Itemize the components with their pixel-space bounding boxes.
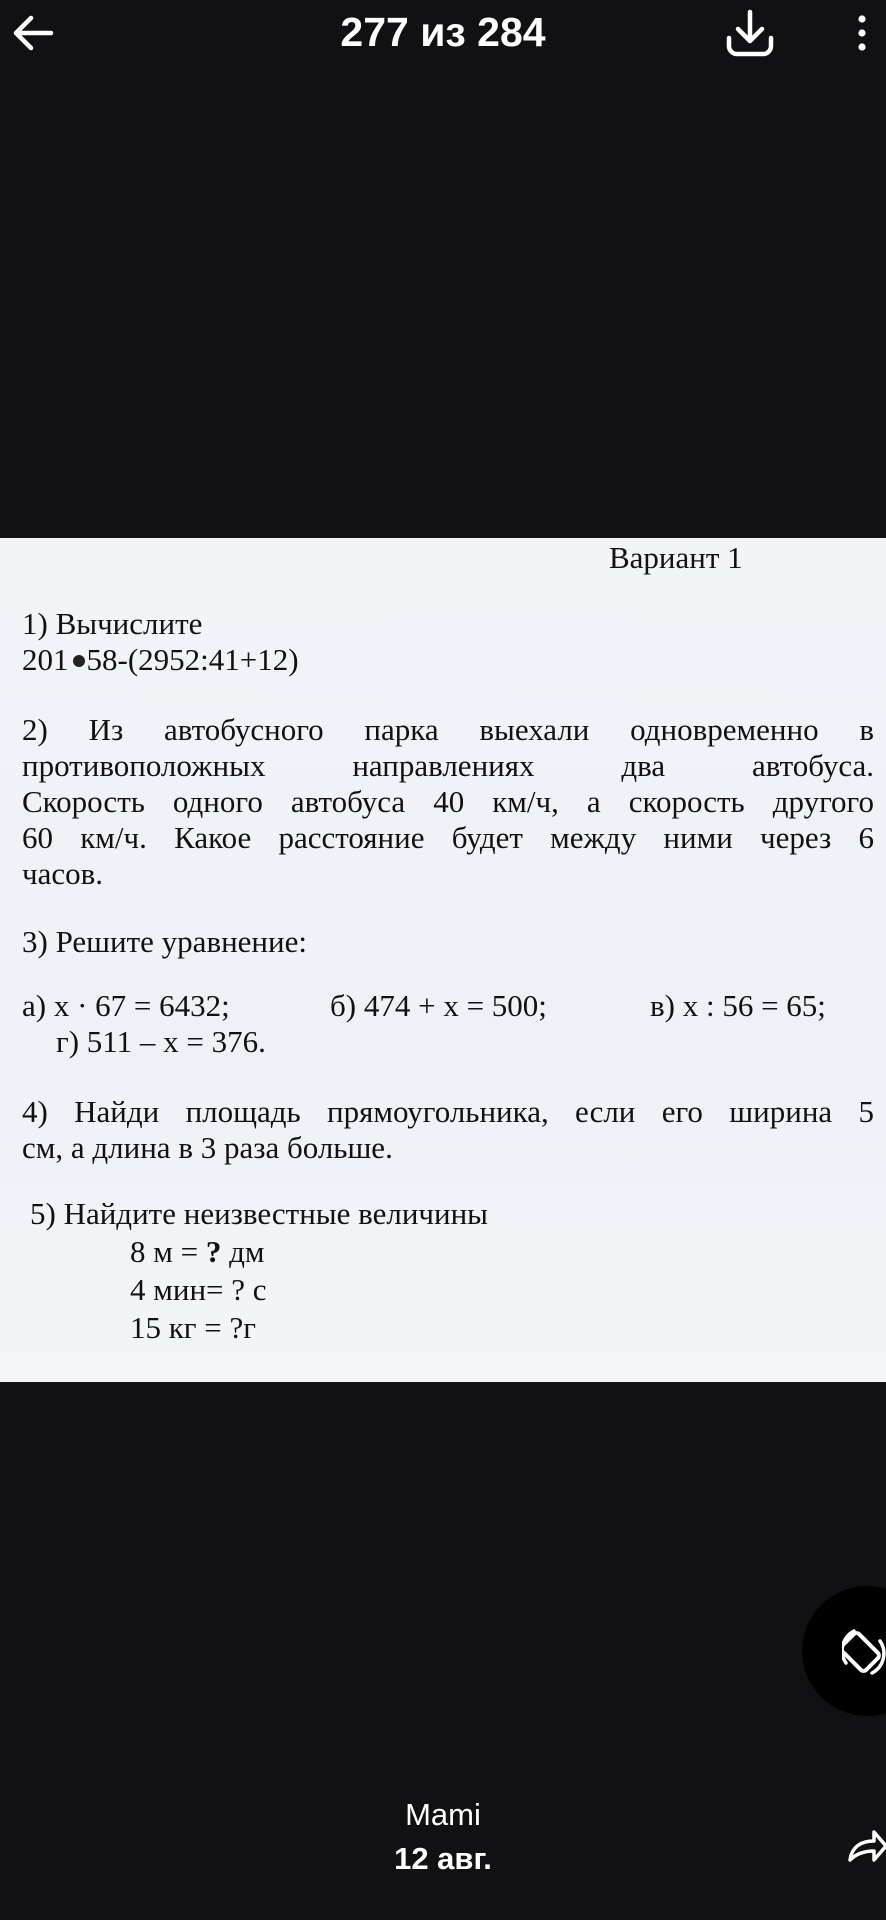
sender-name: Mami xyxy=(405,1797,481,1832)
task5-item: 15 кг = ?г xyxy=(130,1310,256,1345)
more-options-button[interactable] xyxy=(842,6,882,62)
task5-title: 5) Найдите неизвестные величины xyxy=(30,1196,489,1231)
more-vertical-icon xyxy=(857,14,867,54)
screen-rotate-icon xyxy=(842,1623,886,1679)
task1-title: 1) Вычислите xyxy=(22,606,203,641)
task5-item1-value: 8 м = xyxy=(130,1234,206,1269)
task5-item xyxy=(130,1234,265,1270)
image-counter: 277 из 284 xyxy=(340,9,546,55)
task5-item: 4 мин= ? с xyxy=(130,1272,267,1307)
task2-line: Скорость одного автобуса 40 км/ч, а скорость другого xyxy=(22,784,874,819)
task1-expression xyxy=(22,642,299,678)
message-date: 12 авг. xyxy=(394,1841,492,1876)
task4-line: 4) Найди площадь прямоугольника, если его ширина 5 xyxy=(22,1094,874,1129)
task1-expr-end: 58-(2952:41+12) xyxy=(86,642,299,677)
task1-expr-start: 201 xyxy=(22,642,69,677)
variant-label: Вариант 1 xyxy=(609,540,743,575)
task4-line: см, а длина в 3 раза больше. xyxy=(22,1130,393,1165)
viewer-toolbar xyxy=(0,0,886,70)
task2-line: 2) Из автобусного парка выехали одновременно в xyxy=(22,712,874,747)
task2-line: 60 км/ч. Какое расстояние будет между ними через 6 xyxy=(22,820,874,855)
task2-line: противоположных направлениях два автобуса. xyxy=(22,748,874,783)
download-button[interactable] xyxy=(720,6,780,62)
task2-line: часов. xyxy=(22,856,103,891)
equation-b: б) 474 + x = 500; xyxy=(330,988,547,1023)
download-icon xyxy=(723,8,777,60)
task5-item1-unit: дм xyxy=(221,1234,265,1269)
equation-a: а) x · 67 = 6432; xyxy=(22,988,230,1023)
task3-title: 3) Решите уравнение: xyxy=(22,924,307,959)
worksheet-photo[interactable] xyxy=(0,538,886,1382)
multiply-dot xyxy=(73,655,85,667)
equation-c: в) x : 56 = 65; xyxy=(650,988,826,1023)
equation-d: г) 511 – x = 376. xyxy=(56,1024,266,1059)
task5-item1-question: ? xyxy=(205,1234,222,1269)
share-icon xyxy=(846,1824,886,1868)
share-button[interactable] xyxy=(846,1818,886,1874)
rotate-screen-button[interactable] xyxy=(802,1586,886,1716)
